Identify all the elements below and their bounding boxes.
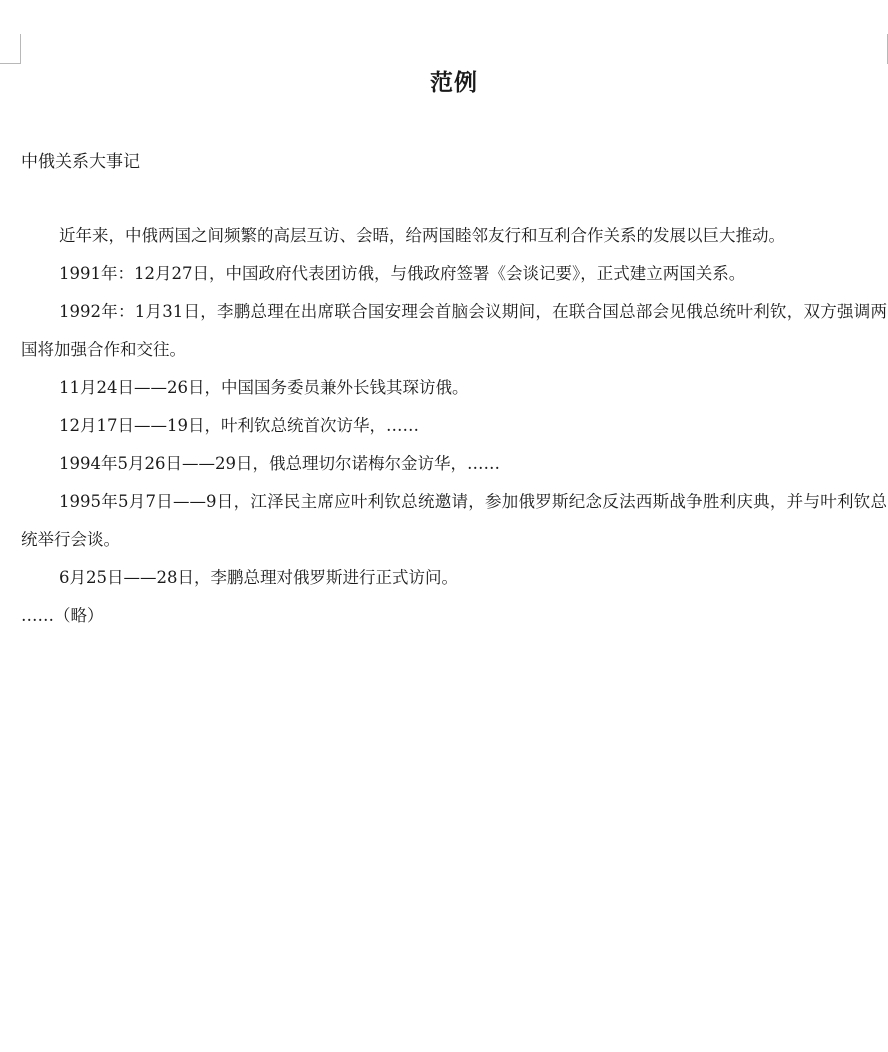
document-title: 范例 — [430, 70, 478, 96]
paragraph-1995-may: 1995年5月7日——9日，江泽民主席应叶利钦总统邀请，参加俄罗斯纪念反法西斯战争胜利庆典，并与叶利钦总统举行会谈。 — [21, 492, 887, 549]
paragraph-1991: 1991年：12月27日，中国政府代表团访俄，与俄政府签署《会谈记要》，正式建立两国关系。 — [59, 264, 746, 283]
document-body — [21, 217, 887, 635]
paragraph-nov-1992: 11月24日——26日，中国国务委员兼外长钱其琛访俄。 — [59, 378, 469, 397]
crop-mark-vertical — [20, 34, 21, 64]
paragraph-intro: 近年来，中俄两国之间频繁的高层互访、会晤，给两国睦邻友行和互利合作关系的发展以巨大推动。 — [59, 226, 785, 245]
paragraph-dec-1992: 12月17日——19日，叶利钦总统首次访华，…… — [59, 416, 419, 435]
paragraph-1994: 1994年5月26日——29日，俄总理切尔诺梅尔金访华，…… — [59, 454, 500, 473]
paragraph-1995-jun: 6月25日——28日，李鹏总理对俄罗斯进行正式访问。 — [59, 568, 458, 587]
paragraph-1992: 1992年：1月31日，李鹏总理在出席联合国安理会首脑会议期间，在联合国总部会见俄总统叶利钦，双方强调两国将加强合作和交往。 — [21, 302, 887, 359]
document-subtitle: 中俄关系大事记 — [21, 152, 140, 172]
paragraph-ending: ……（略） — [21, 606, 104, 625]
